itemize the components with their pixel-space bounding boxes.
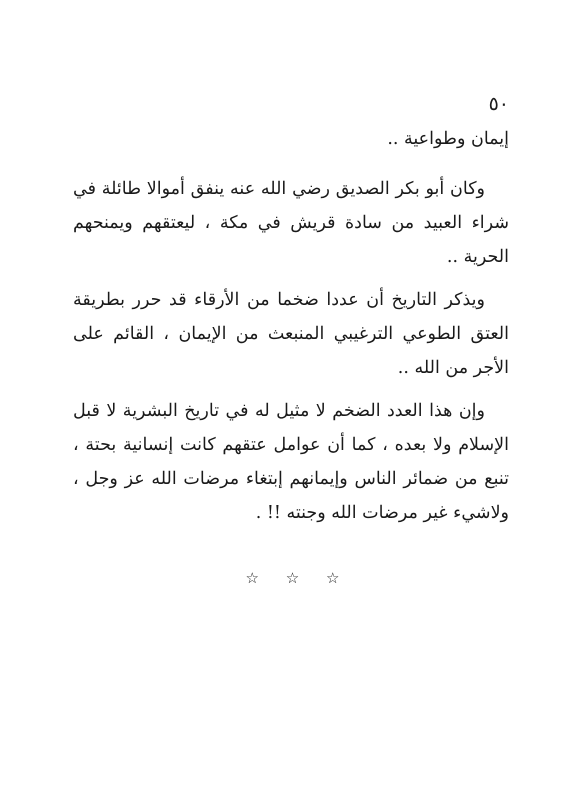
paragraph-2: ويذكر التاريخ أن عددا ضخما من الأرقاء قد حرر بطريقة العتق الطوعي الترغيبي المنبعث من الإيمان ، القائم على الأجر من الله .. xyxy=(73,290,509,378)
star-separator xyxy=(0,566,585,590)
star-icon: ☆ xyxy=(245,569,259,587)
star-icon: ☆ xyxy=(285,569,300,587)
star-icon: ☆ xyxy=(326,569,340,587)
page-number: ٥٠ xyxy=(488,93,509,115)
paragraph-1: وكان أبو بكر الصديق رضي الله عنه ينفق أموالا طائلة في شراء العبيد من سادة قريش في مكة ، ليعتقهم ويمنحهم الحرية .. xyxy=(73,179,509,267)
paragraph-3: وإن هذا العدد الضخم لا مثيل له في تاريخ البشرية لا قبل الإسلام ولا بعده ، كما أن عوامل عتقهم كانت إنسانية بحتة ، تنبع من ضمائر الناس وإيمانهم إبتغاء مرضات الله عز وجل ، ولاشيء غير مرضات الله وجنته !! . xyxy=(73,401,509,523)
section-heading: إيمان وطواعية .. xyxy=(387,129,509,149)
